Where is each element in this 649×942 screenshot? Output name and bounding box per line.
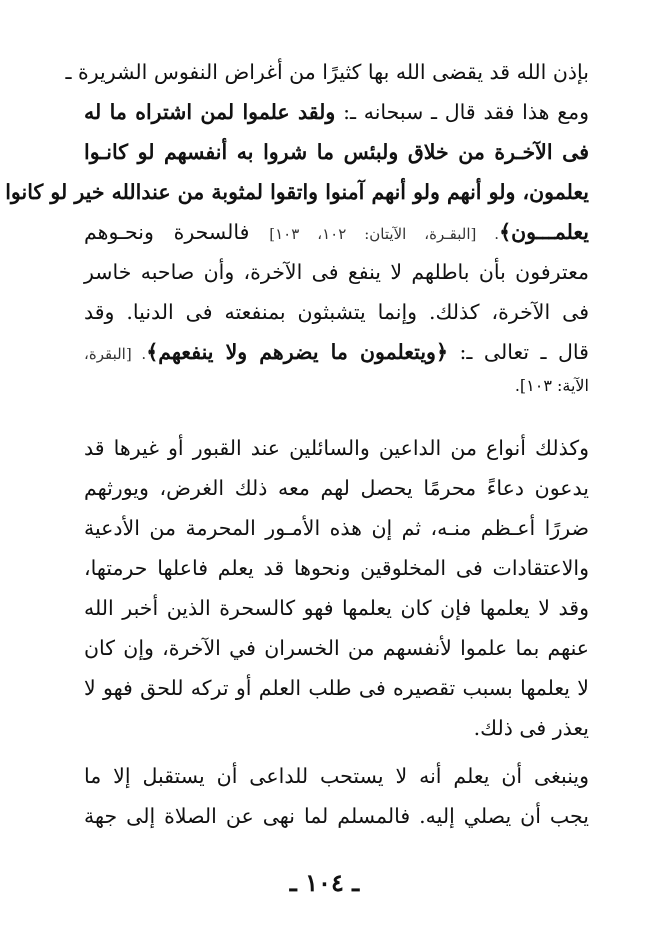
quran-reference-line: الآية: ١٠٣].	[514, 376, 589, 395]
text-line	[84, 332, 589, 372]
paragraph-qibla	[84, 756, 589, 836]
text-line: لا يعلمها بسبب تقصيره فى طلب العلم أو تركه للحق فهو لا	[84, 676, 589, 700]
text-segment: ومع هذا فقد قال ـ سبحانه ـ:	[343, 100, 589, 124]
text-line	[84, 212, 589, 252]
quran-quote: يعلمـــون﴾	[499, 220, 589, 244]
text-line: وقد لا يعلمها فإن كان يعلمها فهو كالسحرة الذين أخبر الله	[84, 596, 589, 620]
text-line	[84, 92, 589, 132]
text-line: بإذن الله قد يقضى الله بها كثيرًا من أغراض النفوس الشريرة ـ	[65, 60, 589, 84]
text-line: وينبغى أن يعلم أنه لا يستحب للداعى أن يستقبل إلا ما	[84, 764, 589, 788]
quran-quote: ﴿ويتعلمون ما يضرهم ولا ينفعهم﴾	[146, 340, 448, 364]
quran-reference: . [البقرة،	[84, 345, 147, 363]
text-line: والاعتقادات فى المخلوقين ونحوها قد يعلم فاعلها حرمتها،	[84, 556, 589, 580]
quran-quote-line: فى الآخـرة من خلاق ولبئس ما شروا به أنفسهم لو كانـوا	[84, 140, 589, 164]
quran-quote-line: يعلمون، ولو أنهم ولو أنهم آمنوا واتقوا لمثوبة من عندالله خير لو كانوا	[5, 180, 589, 204]
quran-reference: . [البقـرة، الآيتان: ١٠٢، ١٠٣]	[269, 225, 500, 243]
paragraph-supplicants	[84, 428, 589, 748]
text-line: ضررًا أعـظم منـه، ثم إن هذه الأمـور المحرمة من الأدعية	[84, 516, 589, 540]
text-segment: قال ـ تعالى ـ:	[459, 340, 589, 364]
text-line: وكذلك أنواع من الداعين والسائلين عند القبور أو غيرها قد	[84, 436, 589, 460]
text-segment: فالسحرة ونحـوهم	[84, 220, 250, 244]
paragraph-sorcery	[5, 52, 589, 400]
page-number: ـ ١٠٤ ـ	[289, 868, 360, 897]
text-line: يدعون دعاءً محرمًا يحصل لهم معه ذلك الغرض، ويورثهم	[84, 476, 589, 500]
text-line: معترفون بأن باطلهم لا ينفع فى الآخرة، وأن صاحبه خاسر	[84, 260, 589, 284]
text-line: يعذر فى ذلك.	[473, 716, 589, 740]
text-line: فى الآخرة، كذلك. وإنما يتشبثون بمنفعته فى الدنيا. وقد	[84, 300, 589, 324]
text-line: عنهم بما علموا لأنفسهم من الخسران في الآخرة، وإن كان	[84, 636, 589, 660]
quran-quote: ولقد علموا لمن اشتراه ما له	[84, 100, 336, 124]
text-line: يجب أن يصلي إليه. فالمسلم لما نهى عن الصلاة إلى جهة	[84, 804, 589, 828]
